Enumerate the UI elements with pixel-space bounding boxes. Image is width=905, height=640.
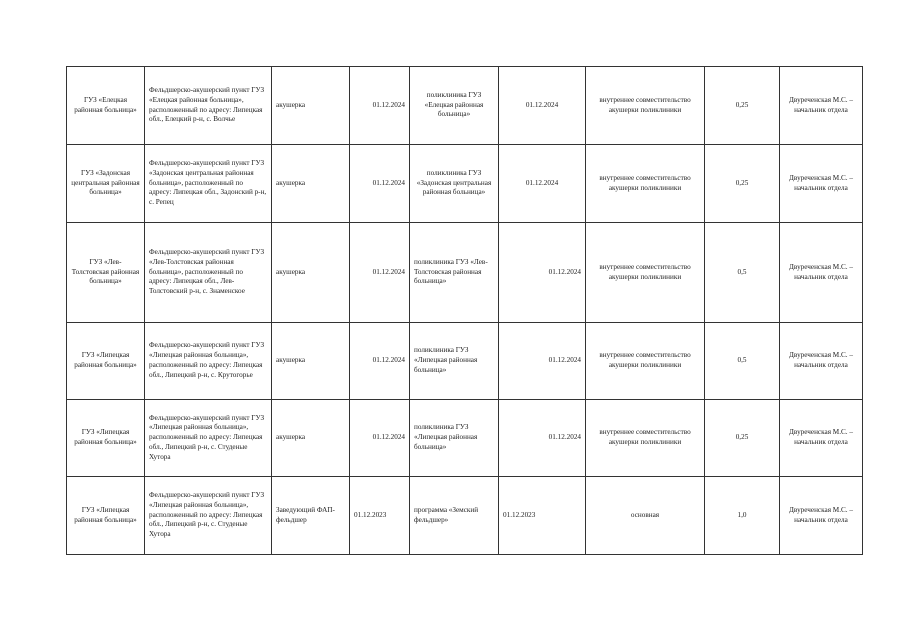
responsible-cell: Двуреченская М.С. – начальник отдела bbox=[780, 400, 863, 477]
org-cell: ГУЗ «Липецкая районная больница» bbox=[67, 477, 145, 555]
table-row bbox=[67, 223, 863, 323]
employment-type-cell: основная bbox=[586, 477, 705, 555]
rate-cell: 0,5 bbox=[705, 223, 780, 323]
rate-cell: 0,25 bbox=[705, 67, 780, 145]
date-start-cell: 01.12.2024 bbox=[350, 400, 410, 477]
employment-type-cell: внутреннее совместительство акушерки поликлиники bbox=[586, 145, 705, 223]
position-cell: акушерка bbox=[272, 400, 350, 477]
responsible-cell: Двуреченская М.С. – начальник отдела bbox=[780, 145, 863, 223]
source-cell: поликлиника ГУЗ «Лев-Толстовская районная больница» bbox=[410, 223, 499, 323]
staffing-table bbox=[66, 66, 863, 555]
date-cell: 01.12.2024 bbox=[499, 323, 586, 400]
responsible-cell: Двуреченская М.С. – начальник отдела bbox=[780, 477, 863, 555]
source-cell: программа «Земский фельдшер» bbox=[410, 477, 499, 555]
position-cell: акушерка bbox=[272, 145, 350, 223]
unit-cell: Фельдшерско-акушерский пункт ГУЗ «Елецкая районная больница», расположенный по адресу: Липецкая обл., Елецкий р-н, с. Волчье bbox=[145, 67, 272, 145]
date-start-cell: 01.12.2024 bbox=[350, 323, 410, 400]
date-start-cell: 01.12.2023 bbox=[350, 477, 410, 555]
position-cell: Заведующий ФАП-фельдшер bbox=[272, 477, 350, 555]
rate-cell: 0,5 bbox=[705, 323, 780, 400]
employment-type-cell: внутреннее совместительство акушерки поликлиники bbox=[586, 223, 705, 323]
date-start-cell: 01.12.2024 bbox=[350, 67, 410, 145]
rate-cell: 1,0 bbox=[705, 477, 780, 555]
org-cell: ГУЗ «Елецкая районная больница» bbox=[67, 67, 145, 145]
table-row bbox=[67, 67, 863, 145]
table-row bbox=[67, 477, 863, 555]
rate-cell: 0,25 bbox=[705, 400, 780, 477]
position-cell: акушерка bbox=[272, 67, 350, 145]
org-cell: ГУЗ «Липецкая районная больница» bbox=[67, 400, 145, 477]
date-start-cell: 01.12.2024 bbox=[350, 145, 410, 223]
rate-cell: 0,25 bbox=[705, 145, 780, 223]
table-row bbox=[67, 323, 863, 400]
employment-type-cell: внутреннее совместительство акушерки поликлиники bbox=[586, 323, 705, 400]
date-cell: 01.12.2024 bbox=[499, 145, 586, 223]
table-row bbox=[67, 400, 863, 477]
source-cell: поликлиника ГУЗ «Липецкая районная больница» bbox=[410, 323, 499, 400]
position-cell: акушерка bbox=[272, 223, 350, 323]
responsible-cell: Двуреченская М.С. – начальник отдела bbox=[780, 67, 863, 145]
responsible-cell: Двуреченская М.С. – начальник отдела bbox=[780, 223, 863, 323]
source-cell: поликлиника ГУЗ «Липецкая районная больница» bbox=[410, 400, 499, 477]
unit-cell: Фельдшерско-акушерский пункт ГУЗ «Липецкая районная больница», расположенный по адресу: Липецкая обл., Липецкий р-н, с. Крутогорье bbox=[145, 323, 272, 400]
table-row bbox=[67, 145, 863, 223]
unit-cell: Фельдшерско-акушерский пункт ГУЗ «Лев-Толстовская районная больница», расположенный по адресу: Липецкая обл., Лев-Толстовский р-н, с. Знаменское bbox=[145, 223, 272, 323]
date-cell: 01.12.2024 bbox=[499, 400, 586, 477]
employment-type-cell: внутреннее совместительство акушерки поликлиники bbox=[586, 400, 705, 477]
org-cell: ГУЗ «Задонская центральная районная больница» bbox=[67, 145, 145, 223]
date-cell: 01.12.2024 bbox=[499, 223, 586, 323]
source-cell: поликлиника ГУЗ «Елецкая районная больница» bbox=[410, 67, 499, 145]
position-cell: акушерка bbox=[272, 323, 350, 400]
date-cell: 01.12.2024 bbox=[499, 67, 586, 145]
unit-cell: Фельдшерско-акушерский пункт ГУЗ «Липецкая районная больница», расположенный по адресу: Липецкая обл., Липецкий р-н, с. Студеные Хутора bbox=[145, 477, 272, 555]
date-start-cell: 01.12.2024 bbox=[350, 223, 410, 323]
unit-cell: Фельдшерско-акушерский пункт ГУЗ «Липецкая районная больница», расположенный по адресу: Липецкая обл., Липецкий р-н, с. Студеные Хутора bbox=[145, 400, 272, 477]
unit-cell: Фельдшерско-акушерский пункт ГУЗ «Задонская центральная районная больница», расположенный по адресу: Липецкая обл., Задонский р-н, с. Репец bbox=[145, 145, 272, 223]
source-cell: поликлиника ГУЗ «Задонская центральная районная больница» bbox=[410, 145, 499, 223]
employment-type-cell: внутреннее совместительство акушерки поликлиники bbox=[586, 67, 705, 145]
responsible-cell: Двуреченская М.С. – начальник отдела bbox=[780, 323, 863, 400]
org-cell: ГУЗ «Липецкая районная больница» bbox=[67, 323, 145, 400]
date-cell: 01.12.2023 bbox=[499, 477, 586, 555]
org-cell: ГУЗ «Лев-Толстовская районная больница» bbox=[67, 223, 145, 323]
